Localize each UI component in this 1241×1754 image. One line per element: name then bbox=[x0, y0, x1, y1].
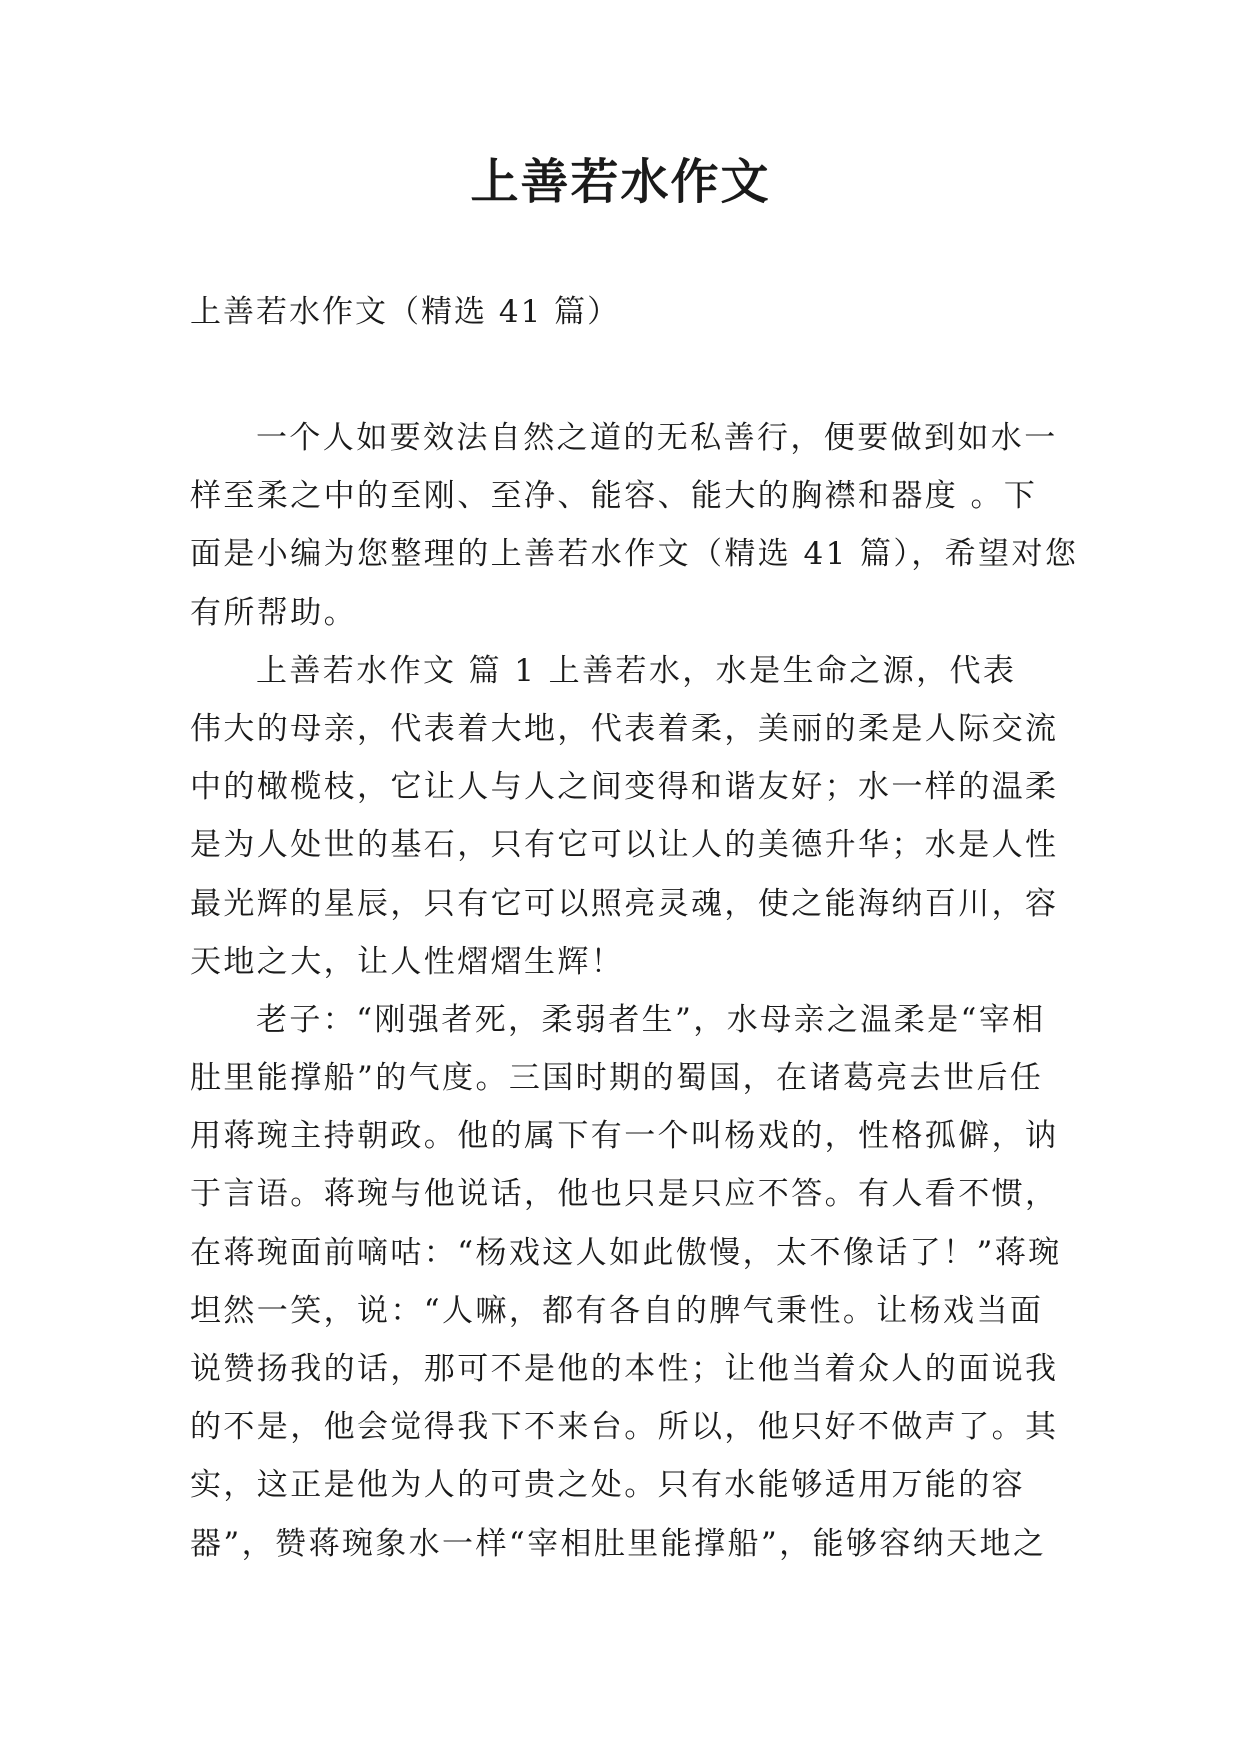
body-line: 有所帮助。 bbox=[190, 594, 357, 631]
body-line: 天地之大，让人性熠熠生辉！ bbox=[190, 943, 625, 980]
body-line: 器”，赞蒋琬象水一样“宰相肚里能撑船”，能够容纳天地之 bbox=[190, 1525, 1047, 1562]
document-title: 上善若水作文 bbox=[470, 154, 771, 210]
body-line: 坦然一笑，说：“人嘛，都有各自的脾气秉性。让杨戏当面 bbox=[190, 1292, 1044, 1329]
document-subtitle: 上善若水作文（精选 41 篇） bbox=[190, 294, 621, 330]
body-line: 在蒋琬面前嘀咕：“杨戏这人如此傲慢，太不像话了！”蒋琬 bbox=[190, 1234, 1062, 1271]
body-line: 实，这正是他为人的可贵之处。只有水能够适用万能的容 bbox=[190, 1467, 1025, 1504]
body-line: 用蒋琬主持朝政。他的属下有一个叫杨戏的，性格孤僻，讷 bbox=[190, 1118, 1059, 1155]
body-line: 上善若水作文 篇 1 上善若水，水是生命之源，代表 bbox=[256, 652, 1017, 689]
body-line: 是为人处世的基石，只有它可以让人的美德升华；水是人性 bbox=[190, 827, 1059, 864]
body-line: 伟大的母亲，代表着大地，代表着柔，美丽的柔是人际交流 bbox=[190, 710, 1059, 747]
document-body bbox=[190, 409, 1079, 1573]
body-line: 样至柔之中的至刚、至净、能容、能大的胸襟和器度 。下 bbox=[190, 478, 1038, 515]
body-line: 于言语。蒋琬与他说话，他也只是只应不答。有人看不惯， bbox=[190, 1176, 1059, 1213]
body-line: 老子：“刚强者死，柔弱者生”，水母亲之温柔是“宰相 bbox=[256, 1001, 1046, 1038]
body-line: 面是小编为您整理的上善若水作文（精选 41 篇），希望对您 bbox=[190, 536, 1079, 573]
body-line: 肚里能撑船”的气度。三国时期的蜀国，在诸葛亮去世后任 bbox=[190, 1060, 1044, 1097]
body-line: 说赞扬我的话，那可不是他的本性；让他当着众人的面说我 bbox=[190, 1351, 1059, 1387]
body-line: 中的橄榄枝，它让人与人之间变得和谐友好；水一样的温柔 bbox=[190, 769, 1059, 806]
body-line: 一个人如要效法自然之道的无私善行，便要做到如水一 bbox=[256, 420, 1058, 456]
body-line: 最光辉的星辰，只有它可以照亮灵魂，使之能海纳百川，容 bbox=[190, 885, 1059, 922]
body-line: 的不是，他会觉得我下不来台。所以，他只好不做声了。其 bbox=[190, 1409, 1059, 1446]
